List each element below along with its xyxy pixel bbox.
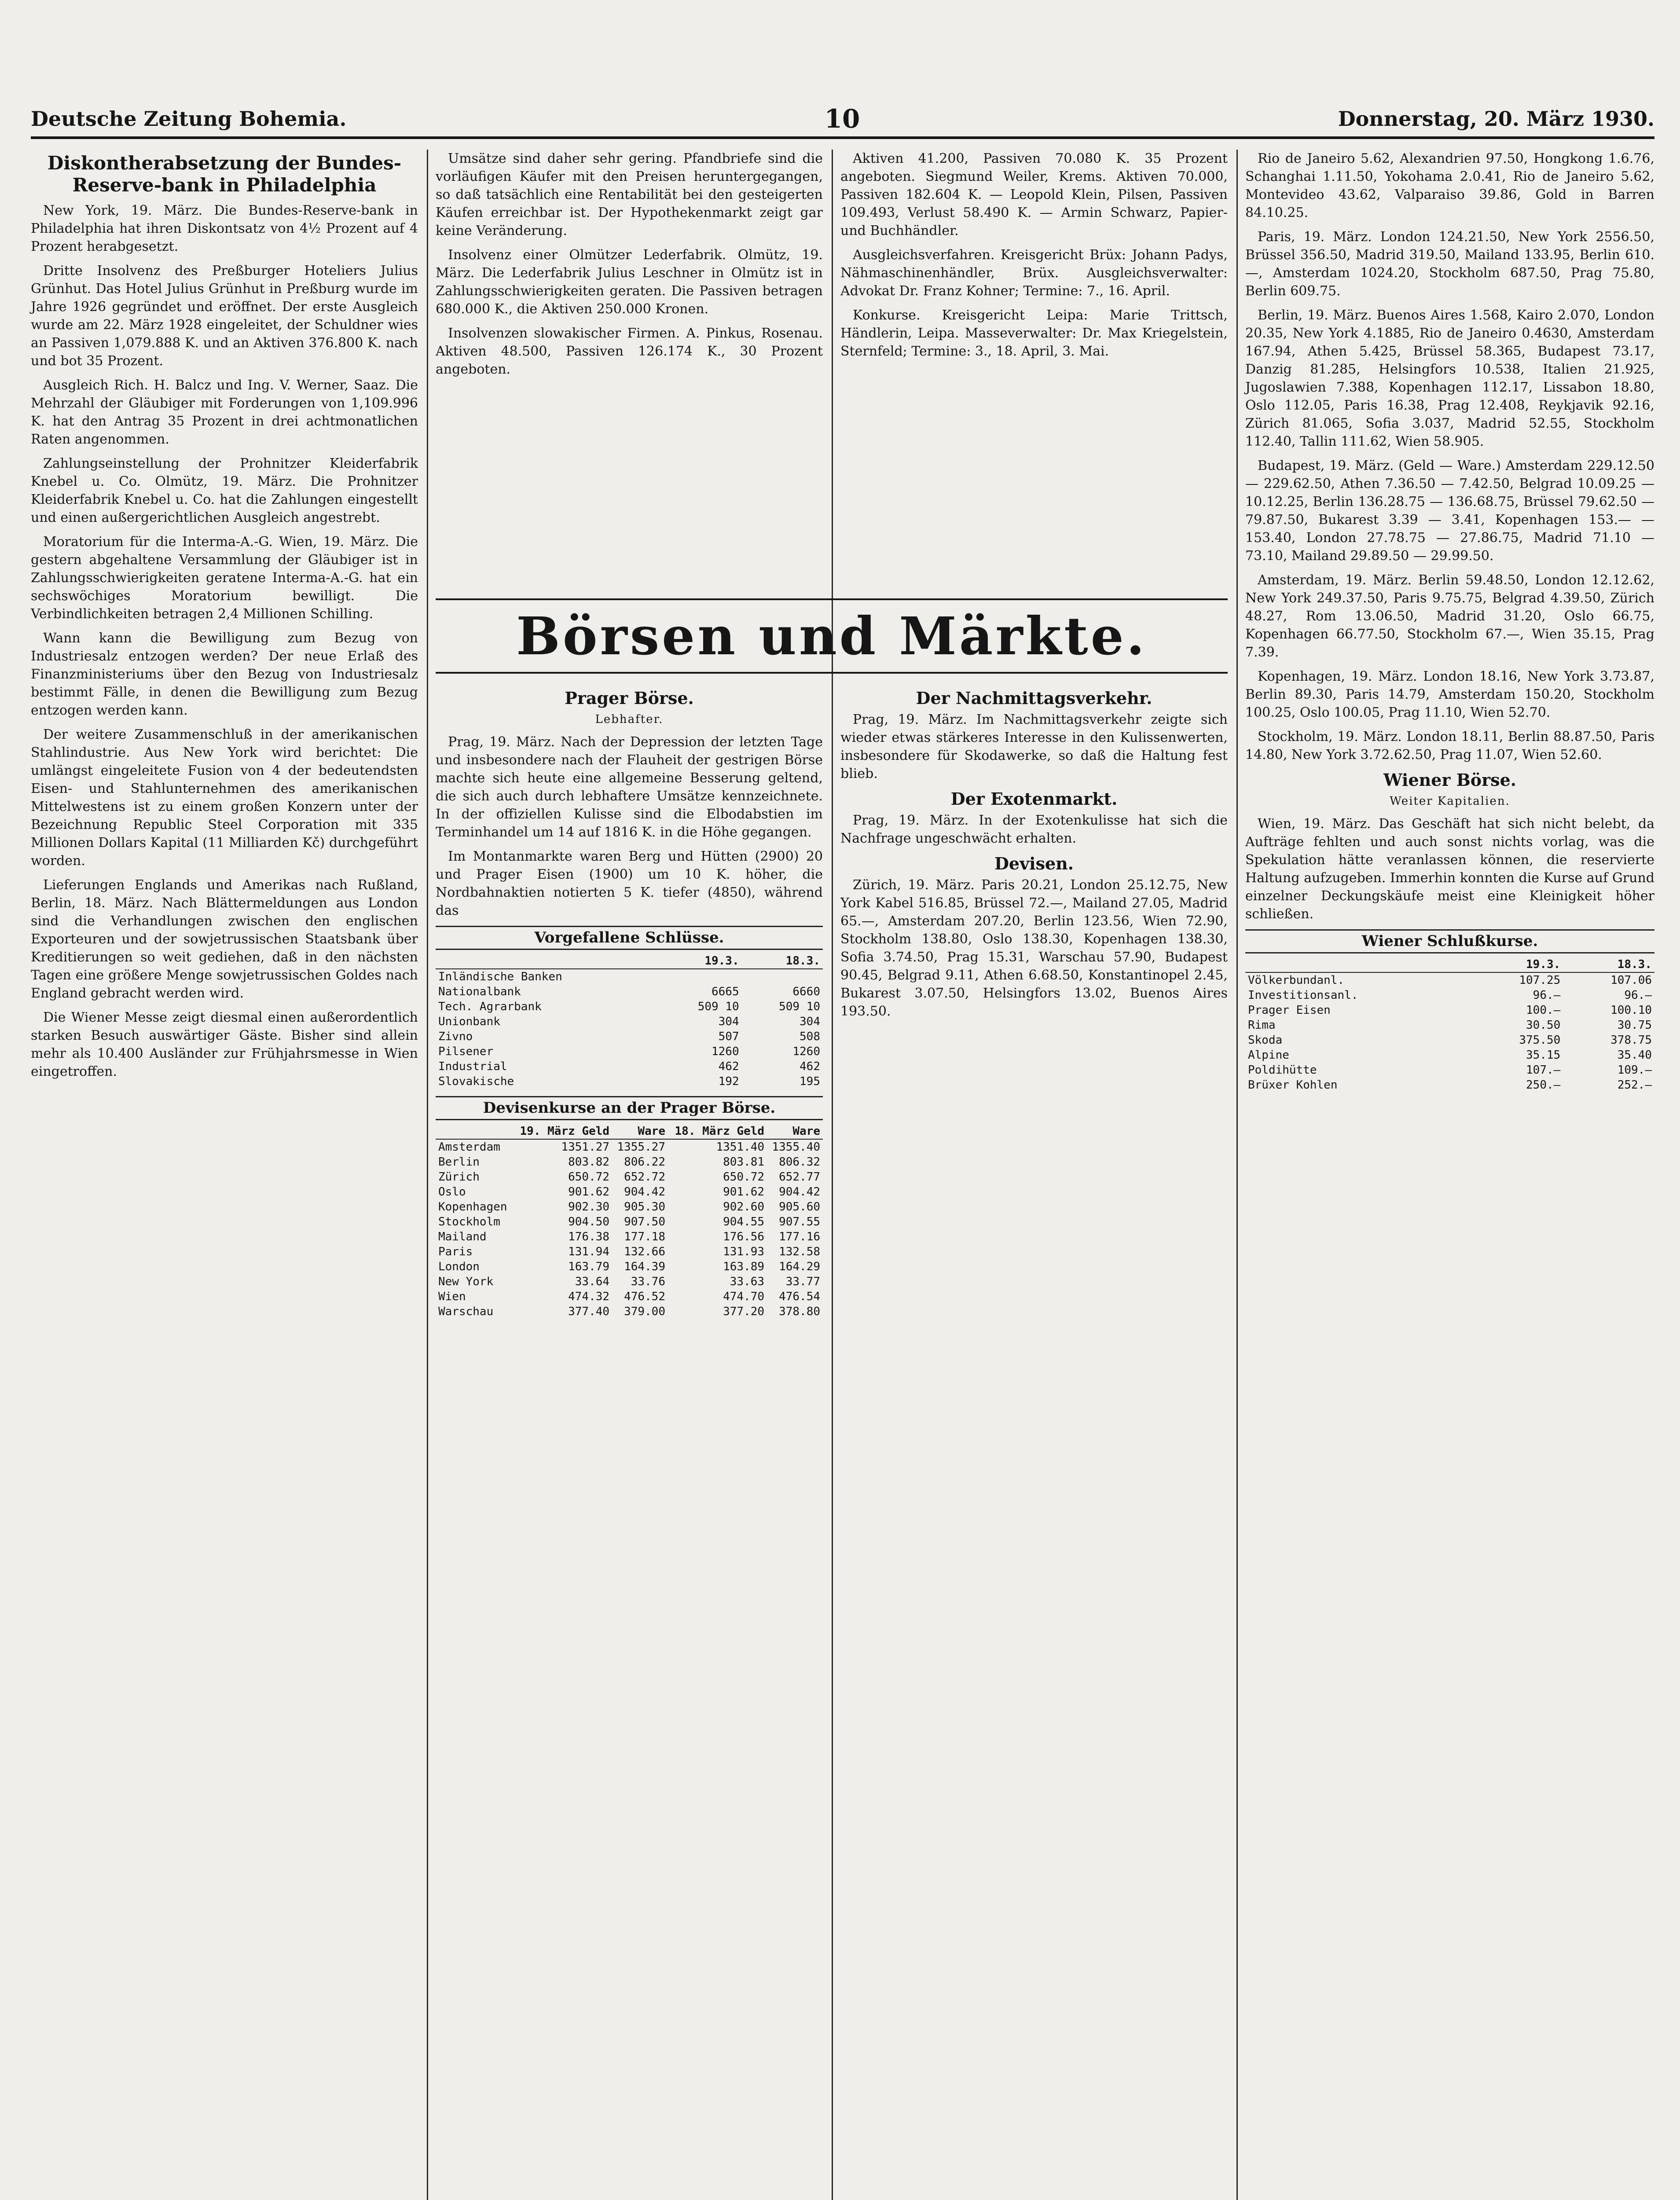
prague-exchange-section (436, 682, 823, 1326)
article-paragraph: Prag, 19. März. Nach der Depression der letzten Tage und insbesondere nach der Flauheit der gestrigen Börse machte sich heute eine allgemeine Besserung geltend, die sich auch durch lebhaftere Umsätze kennzeichnete. In der offiziellen Kulisse sind die Elbodabstien im Terminhandel um 14 auf 1816 K. in die Höhe gegangen. (436, 734, 823, 840)
table-row (1245, 1078, 1654, 1093)
table-cell: 905.60 (779, 1200, 820, 1214)
table-title: Vorgefallene Schlüsse. (436, 926, 823, 950)
table-header: 19. März Geld (513, 1124, 612, 1139)
table-cell: 1351.40 (716, 1140, 765, 1154)
table-row (1245, 988, 1654, 1003)
table-cell: 474.32 (568, 1290, 610, 1303)
table-cell: 177.18 (624, 1230, 665, 1243)
table-cell: 100.— (1526, 1004, 1561, 1017)
table-cell: 176.56 (723, 1230, 765, 1243)
table-header: Ware (612, 1124, 668, 1139)
table-cell: Inländische Banken (438, 970, 562, 983)
article-paragraph: Rio de Janeiro 5.62, Alexandrien 97.50, Hongkong 1.6.76, Schanghai 1.11.50, Yokohama 2.0.41, Rio de Janeiro 5.62, Montevideo 43.62, Valparaiso 39.86, Gold in Barren 84.10.25. (1245, 151, 1654, 220)
newspaper-name: Deutsche Zeitung Bohemia. (31, 107, 347, 131)
table-row (436, 999, 823, 1014)
newspaper-page (31, 101, 1654, 2200)
table-cell: 107.06 (1610, 974, 1652, 987)
table-cell: 474.70 (723, 1290, 765, 1303)
table-cell: 652.77 (779, 1170, 820, 1184)
article-paragraph: Die Wiener Messe zeigt diesmal einen außerordentlich starken Besuch auswärtiger Gäste. Bisher sind allein mehr als 10.400 Ausländer zur Frühjahrsmesse in Wien eingetroffen. (31, 1010, 418, 1079)
table-row (436, 1044, 823, 1059)
table-cell: 107.25 (1519, 974, 1561, 987)
column-3-top (840, 150, 1228, 367)
table-cell: Pilsener (438, 1045, 494, 1058)
table-cell: 509 10 (697, 1000, 739, 1013)
article-paragraph: Wien, 19. März. Das Geschäft hat sich nicht belebt, da Aufträge fehlten und auch sonst nichts vorlag, was die Spekulation hätte veranlassen können, die reservierte Haltung aufzugeben. Immerhin konnten die Kurse auf Grund einzelner Deckungskäufe meist eine Kleinigkeit höher schließen. (1245, 816, 1654, 922)
table-cell: 378.75 (1610, 1034, 1652, 1047)
section-title: Prager Börse. (565, 688, 694, 708)
article-paragraph: Aktiven 41.200, Passiven 70.080 K. 35 Prozent angeboten. Siegmund Weiler, Krems. Aktiven 70.000, Passiven 182.604 K. — Leopold Klein, Pilsen, Passiven 109.493, Verlust 58.490 K. — Armin Schwarz, Papier- und Buchhändler. (840, 151, 1228, 238)
table-cell: Prager Eisen (1248, 1004, 1331, 1017)
table-cell: 131.93 (723, 1245, 765, 1258)
section-masthead: Börsen und Märkte. (436, 598, 1228, 674)
table-cell: 35.15 (1526, 1049, 1561, 1062)
running-head (31, 101, 1654, 136)
currency-rates-table (436, 1124, 823, 1319)
table-cell: 1355.40 (772, 1140, 820, 1154)
article-paragraph: Moratorium für die Interma-A.-G. Wien, 19. März. Die gestern abgehaltene Versammlung der Gläubiger ist in Zahlungsschwierigkeiten geratene Interma-A.-G. hat ein sechswöchiges Moratorium bewilligt. Die Verbindlichkeiten betragen 2,4 Millionen Schilling. (31, 534, 418, 622)
table-cell: 304 (718, 1015, 739, 1028)
table-cell: London (438, 1260, 480, 1273)
table-header (436, 1124, 513, 1139)
table-cell: 907.50 (624, 1215, 665, 1228)
table-cell: 304 (800, 1015, 820, 1028)
table-cell: 806.22 (624, 1155, 665, 1169)
table-cell: 163.79 (568, 1260, 610, 1273)
article-paragraph: Zürich, 19. März. Paris 20.21, London 25.12.75, New York Kabel 516.85, Brüssel 72.—, Mailand 27.05, Madrid 65.—, Amsterdam 207.20, Berlin 123.56, Wien 72.90, Stockholm 138.80, Oslo 138.30, Kopenhagen 138.30, Sofia 3.74.50, Prag 15.31, Warschau 57.90, Budapest 90.45, Belgrad 9.11, Athen 6.68.50, Konstantinopel 2.45, Bukarest 3.07.50, Helsingfors 13.02, Buenos Aires 193.50. (840, 877, 1228, 1019)
table-cell: 164.39 (624, 1260, 665, 1273)
table-cell: Warschau (438, 1305, 494, 1318)
table-cell: Skoda (1248, 1034, 1283, 1047)
table-cell: 1351.27 (561, 1140, 610, 1154)
table-row (436, 1259, 823, 1274)
article-paragraph: Amsterdam, 19. März. Berlin 59.48.50, London 12.12.62, New York 249.37.50, Paris 9.75.75, Belgrad 4.39.50, Zürich 48.27, Rom 13.06.50, Madrid 31.20, Oslo 66.75, Kopenhagen 66.77.50, Stockholm 67.—, Wien 35.15, Prag 7.39. (1245, 572, 1654, 660)
header-rule (31, 136, 1654, 139)
table-cell: 1260 (792, 1045, 820, 1058)
table-cell (742, 969, 823, 984)
table-row (436, 1155, 823, 1170)
table-cell: 96.— (1533, 989, 1561, 1002)
table-cell: 164.29 (779, 1260, 820, 1273)
table-cell: 1260 (712, 1045, 739, 1058)
column-rule (427, 150, 428, 2200)
table-cell: 250.— (1526, 1078, 1561, 1092)
table-cell: 650.72 (723, 1170, 765, 1184)
table-cell: 33.63 (730, 1275, 765, 1288)
table-cell: 1355.27 (617, 1140, 665, 1154)
table-cell: 30.75 (1617, 1019, 1652, 1032)
table-cell: 462 (800, 1060, 820, 1073)
table-cell: 508 (800, 1030, 820, 1043)
section-title: Devisen. (994, 854, 1074, 873)
table-cell: 806.32 (779, 1155, 820, 1169)
table-row (436, 1274, 823, 1289)
article-paragraph: Der weitere Zusammenschluß in der amerikanischen Stahlindustrie. Aus New York wird berichtet: Die umlängst eingeleitete Fusion von 4 der bedeutendsten Eisen- und Stahlunternehmen des amerikanischen Mittelwestens ist zu einem großen Konzern unter der Bezeichnung Republic Steel Corporation mit 335 Millionen Dollars Kapital (11 Milliarden Kč) durchgeführt worden. (31, 727, 418, 869)
table-row (1245, 1048, 1654, 1063)
table-cell: 901.62 (568, 1185, 610, 1199)
page-number: 10 (824, 104, 860, 134)
table-row (1245, 1003, 1654, 1018)
article-paragraph: Insolvenz einer Olmützer Lederfabrik. Olmütz, 19. März. Die Lederfabrik Julius Leschner in Olmütz ist in Zahlungsschwierigkeiten geraten. Die Passiven betragen 680.000 K., die Aktiven 250.000 Kronen. (436, 247, 823, 317)
table-cell (660, 969, 741, 984)
table-cell: 176.38 (568, 1230, 610, 1243)
table-cell: 377.40 (568, 1305, 610, 1318)
table-cell: 803.82 (568, 1155, 610, 1169)
table-row (436, 1139, 823, 1155)
table-cell: 904.42 (624, 1185, 665, 1199)
article-paragraph: Ausgleichsverfahren. Kreisgericht Brüx: Johann Padys, Nähmaschinenhändler, Brüx. Ausgleichsverwalter: Advokat Dr. Franz Kohner; Termine: 7., 16. April. (840, 247, 1228, 299)
table-cell: 901.62 (723, 1185, 765, 1199)
table-row (436, 1199, 823, 1214)
section-subtitle: Weiter Kapitalien. (1390, 795, 1510, 808)
article-paragraph: Lieferungen Englands und Amerikas nach Rußland, Berlin, 18. März. Nach Blättermeldungen aus London sind die Verhandlungen zwischen den englischen Exporteuren und der sowjetrussischen Staatsbank über Kreditierungen so weit gediehen, daß in den nächsten Tagen eine größere Menge sowjetrussischen Goldes nach England gebracht werden wird. (31, 877, 418, 1001)
vienna-closing-table (1245, 957, 1654, 1093)
table-cell: 6665 (712, 985, 739, 998)
table-cell: 100.10 (1610, 1004, 1652, 1017)
article-paragraph: Ausgleich Rich. H. Balcz und Ing. V. Werner, Saaz. Die Mehrzahl der Gläubiger mit Forderungen von 1,109.996 K. hat den Antrag 35 Prozent in drei achtmonatlichen Raten angenommen. (31, 378, 418, 447)
table-row (436, 969, 823, 984)
article-paragraph: Prag, 19. März. In der Exotenkulisse hat sich die Nachfrage ungeschwächt erhalten. (840, 813, 1228, 846)
table-cell: 462 (718, 1060, 739, 1073)
table-cell: Paris (438, 1245, 473, 1258)
table-cell: Mailand (438, 1230, 487, 1243)
table-cell: 30.50 (1526, 1019, 1561, 1032)
table-cell: 379.00 (624, 1305, 665, 1318)
table-cell: 652.72 (624, 1170, 665, 1184)
table-header: 18.3. (1563, 957, 1654, 972)
table-cell: New York (438, 1275, 494, 1288)
table-cell: 109.— (1617, 1063, 1652, 1077)
table-cell: 904.55 (723, 1215, 765, 1228)
table-cell: 132.58 (779, 1245, 820, 1258)
article-paragraph: Dritte Insolvenz des Preßburger Hoteliers Julius Grünhut. Das Hotel Julius Grünhut in Preßburg wurde im Jahre 1926 gegründet und eröffnet. Der erste Ausgleich wurde am 22. März 1928 eingeleitet, der Schuldner wies an Passiven 1,079.888 K. und an Aktiven 376.800 K. nach und bot 35 Prozent. (31, 263, 418, 369)
table-row (436, 1289, 823, 1304)
article-paragraph: Zahlungseinstellung der Prohnitzer Kleiderfabrik Knebel u. Co. Olmütz, 19. März. Die Prohnitzer Kleiderfabrik Knebel u. Co. hat die Zahlungen eingestellt und einen außergerichtlichen Ausgleich angestrebt. (31, 456, 418, 525)
table-cell: Slovakische (438, 1075, 514, 1088)
table-cell: 195 (800, 1075, 820, 1088)
table-cell: 6660 (792, 985, 820, 998)
table-row (1245, 1018, 1654, 1033)
column-rule (832, 150, 833, 2200)
table-header: 18.3. (742, 953, 823, 969)
article-headline: Diskontherabsetzung der Bundes-Reserve-bank in Philadelphia (47, 152, 402, 196)
closing-prices-table (436, 953, 823, 1089)
table-cell: 476.54 (779, 1290, 820, 1303)
table-row (436, 1170, 823, 1184)
table-row (1245, 1033, 1654, 1048)
section-title: Der Exotenmarkt. (950, 789, 1118, 809)
table-cell: 252.— (1617, 1078, 1652, 1092)
table-cell: Brüxer Kohlen (1248, 1078, 1338, 1092)
table-cell: 378.80 (779, 1305, 820, 1318)
table-cell: 131.94 (568, 1245, 610, 1258)
table-cell: Berlin (438, 1155, 480, 1169)
table-cell: 107.— (1526, 1063, 1561, 1077)
table-cell: Industrial (438, 1060, 507, 1073)
table-row (436, 1184, 823, 1199)
table-cell: 192 (718, 1075, 739, 1088)
table-cell: 163.89 (723, 1260, 765, 1273)
table-cell: 33.76 (631, 1275, 665, 1288)
table-row (436, 1214, 823, 1229)
table-cell: 33.64 (575, 1275, 610, 1288)
table-header: 19.3. (1472, 957, 1563, 972)
article-paragraph: Budapest, 19. März. (Geld — Ware.) Amsterdam 229.12.50 — 229.62.50, Athen 7.36.50 — 7.42.50, Belgrad 10.09.25 — 10.12.25, Berlin 136.28.75 — 136.68.75, Brüssel 79.62.50 — 79.87.50, Bukarest 3.39 — 3.41, Kopenhagen 153.— — 153.40, London 27.78.75 — 27.86.75, Madrid 71.10 — 73.10, Mailand 29.89.50 — 29.99.50. (1245, 458, 1654, 564)
table-cell: Zivno (438, 1030, 473, 1043)
table-cell: 902.60 (723, 1200, 765, 1214)
table-cell: Rima (1248, 1019, 1276, 1032)
column-1 (31, 150, 418, 1087)
table-cell: Oslo (438, 1185, 466, 1199)
table-cell: 803.81 (723, 1155, 765, 1169)
table-row (436, 984, 823, 999)
article-paragraph: Paris, 19. März. London 124.21.50, New York 2556.50, Brüssel 356.50, Madrid 319.50, Mailand 133.95, Berlin 610.—, Amsterdam 1024.20, Stockholm 687.50, Prag 75.80, Berlin 609.75. (1245, 229, 1654, 299)
table-cell: Stockholm (438, 1215, 500, 1228)
article-paragraph: New York, 19. März. Die Bundes-Reserve-bank in Philadelphia hat ihren Diskontsatz von 4½ Prozent auf 4 Prozent herabgesetzt. (31, 203, 418, 254)
table-header: 18. März Geld (668, 1124, 767, 1139)
table-row (436, 1229, 823, 1244)
article-paragraph: Stockholm, 19. März. London 18.11, Berlin 88.87.50, Paris 14.80, New York 3.72.62.50, Prag 11.07, Wien 52.60. (1245, 729, 1654, 763)
table-title: Devisenkurse an der Prager Börse. (436, 1096, 823, 1120)
table-cell: 476.52 (624, 1290, 665, 1303)
table-row (1245, 972, 1654, 988)
table-cell: 509 10 (779, 1000, 820, 1013)
table-cell: 650.72 (568, 1170, 610, 1184)
table-header: Ware (767, 1124, 823, 1139)
table-row (1245, 1063, 1654, 1078)
table-cell: Investitionsanl. (1248, 989, 1358, 1002)
table-cell: 907.55 (779, 1215, 820, 1228)
issue-date: Donnerstag, 20. März 1930. (1338, 107, 1654, 131)
article-paragraph: Umsätze sind daher sehr gering. Pfandbriefe sind die vorläufigen Käufer mit den Preisen heruntergegangen, so daß tatsächlich eine Rentabilität bei den gesteigerten Käufen erreichbar ist. Der Hypothekenmarkt zeigt gar keine Veränderung. (436, 151, 823, 238)
article-paragraph: Wann kann die Bewilligung zum Bezug von Industriesalz entzogen werden? Der neue Erlaß des Finanzministeriums über den Bezug von Industriesalz bestimmt Fälle, in denen die Bewilligung zum Bezug entzogen werden kann. (31, 631, 418, 718)
table-cell: 902.30 (568, 1200, 610, 1214)
table-cell: Kopenhagen (438, 1200, 507, 1214)
table-cell: 904.50 (568, 1215, 610, 1228)
table-cell: Unionbank (438, 1015, 500, 1028)
table-row (436, 1244, 823, 1259)
table-cell: 507 (718, 1030, 739, 1043)
table-cell: Völkerbundanl. (1248, 974, 1345, 987)
table-cell: Nationalbank (438, 985, 521, 998)
table-cell: Tech. Agrarbank (438, 1000, 542, 1013)
column-4 (1245, 150, 1654, 1100)
table-header (436, 953, 660, 969)
table-cell: 33.77 (785, 1275, 820, 1288)
table-row (436, 1029, 823, 1044)
table-cell: Zürich (438, 1170, 480, 1184)
table-header: 19.3. (660, 953, 741, 969)
column-3-lower (840, 682, 1228, 1027)
table-cell: Wien (438, 1290, 466, 1303)
table-row (436, 1304, 823, 1319)
table-cell: Poldihütte (1248, 1063, 1317, 1077)
section-title: Wiener Börse. (1383, 770, 1516, 790)
table-row (436, 1074, 823, 1089)
table-cell: 177.16 (779, 1230, 820, 1243)
column-rule (1236, 150, 1238, 2200)
section-title: Der Nachmittagsverkehr. (916, 688, 1152, 708)
table-header (1245, 957, 1472, 972)
article-paragraph: Im Montanmarkte waren Berg und Hütten (2900) 20 und Prager Eisen (1900) um 10 K. höher, die Nordbahnaktien notierten 5 K. tiefer (4850), während das (436, 849, 823, 918)
section-subtitle: Lebhafter. (595, 713, 664, 726)
article-paragraph: Prag, 19. März. Im Nachmittagsverkehr zeigte sich wieder etwas stärkeres Interesse in den Kulissenwerten, insbesondere für Skodawerke, so daß die Haltung fest blieb. (840, 712, 1228, 781)
table-cell: 132.66 (624, 1245, 665, 1258)
table-row (436, 1014, 823, 1029)
article-paragraph: Kopenhagen, 19. März. London 18.16, New York 3.73.87, Berlin 89.30, Paris 14.79, Amsterdam 150.20, Stockholm 100.25, Oslo 100.05, Prag 11.10, Wien 52.70. (1245, 669, 1654, 720)
table-cell: 375.50 (1519, 1034, 1561, 1047)
table-title: Wiener Schlußkurse. (1245, 929, 1654, 953)
column-2-top (436, 150, 823, 385)
table-cell: Amsterdam (438, 1140, 500, 1154)
article-paragraph: Berlin, 19. März. Buenos Aires 1.568, Kairo 2.070, London 20.35, New York 4.1885, Rio de Janeiro 0.4630, Amsterdam 167.94, Athen 5.425, Brüssel 58.365, Budapest 73.17, Danzig 81.285, Helsingfors 10.538, Italien 21.925, Jugoslawien 7.388, Kopenhagen 112.17, Lissabon 18.80, Oslo 112.05, Paris 16.38, Prag 12.408, Reykjavik 92.16, Zürich 81.065, Sofia 3.037, Madrid 52.55, Stockholm 112.40, Tallin 111.62, Wien 58.905. (1245, 308, 1654, 449)
table-cell: 35.40 (1617, 1049, 1652, 1062)
article-paragraph: Konkurse. Kreisgericht Leipa: Marie Trittsch, Händlerin, Leipa. Masseverwalter: Dr. Max Kriegelstein, Sternfeld; Termine: 3., 18. April, 3. Mai. (840, 308, 1228, 359)
table-cell: 96.— (1624, 989, 1652, 1002)
table-cell: 904.42 (779, 1185, 820, 1199)
article-paragraph: Insolvenzen slowakischer Firmen. A. Pinkus, Rosenau. Aktiven 48.500, Passiven 126.174 K., 30 Prozent angeboten. (436, 326, 823, 377)
table-row (436, 1059, 823, 1074)
table-cell: Alpine (1248, 1049, 1289, 1062)
table-cell: 377.20 (723, 1305, 765, 1318)
table-cell: 905.30 (624, 1200, 665, 1214)
